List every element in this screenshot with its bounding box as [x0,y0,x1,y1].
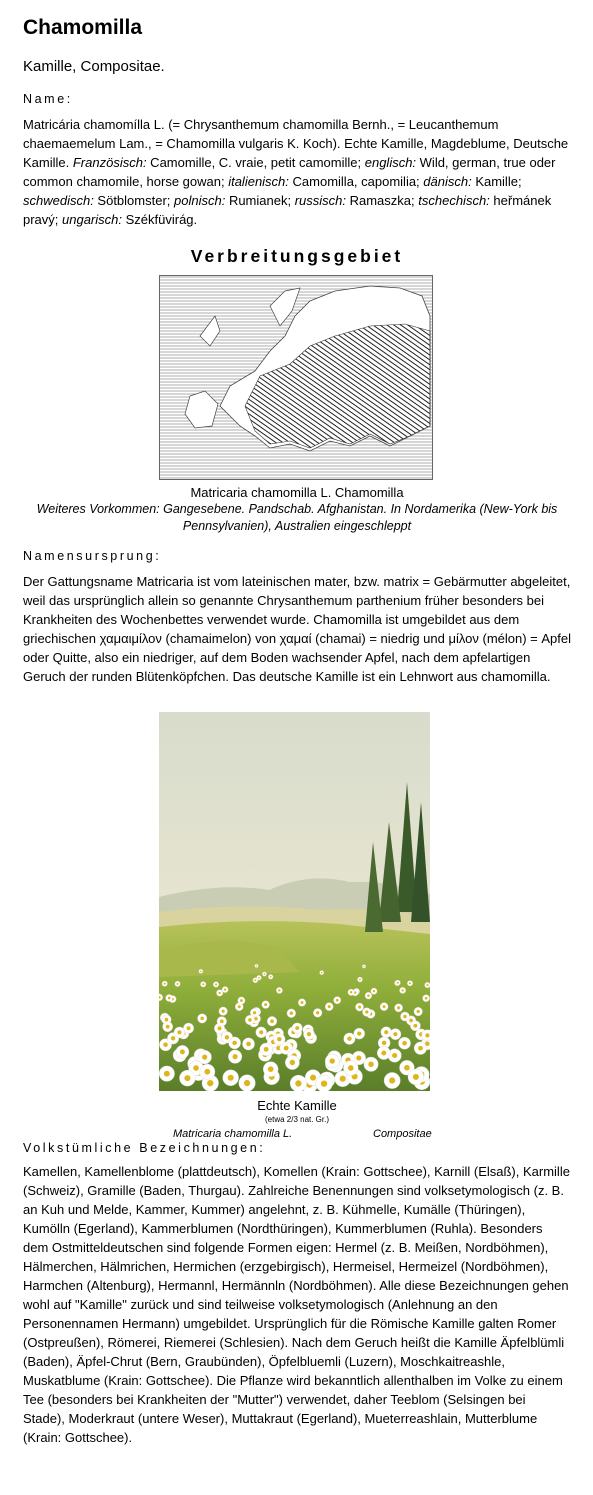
europe-map-graphic [160,276,432,479]
name-paragraph [23,115,571,229]
name-segment: polnisch: [174,193,226,208]
name-segment: Französisch: [72,155,147,170]
name-segment: Kamille; [471,174,522,189]
plate-species: Matricaria chamomilla L. [173,1128,293,1140]
name-segment: englisch: [364,155,417,170]
name-segment: Sötblomster; [93,193,175,208]
folk-names-heading: Volkstümliche Bezeichnungen: [23,1141,266,1155]
name-segment: Wild, german, true oder common chamomile, horse gowan; [23,155,556,189]
name-segment: italienisch: [228,174,289,189]
name-segment: russisch: [294,193,346,208]
plate-family: Compositae [373,1128,432,1140]
chamomile-plate-illustration [159,712,430,1091]
origin-paragraph: Der Gattungsname Matricaria ist vom lateinischen mater, bzw. matrix = Gebärmutter abgeleitet, weil das ursprünglich allein so genannte Chrysanthemum parthenium früher besonders bei Krankheiten des Wochenbettes verwendet wurde. Chamomilla ist umgebildet aus dem griechischen χαμαιμίλον (chamaimelon) von χαμαί (chamai) = niedrig und μίλον (mélon) = Apfel oder Quitte, also ein niedriger, auf dem Boden wachsender Apfel, nach dem apfelartigen Geruch der runden Blütenköpfchen. Das deutsche Kamille ist ein Lehnwort aus chamomilla. [23,574,572,684]
name-segment: ungarisch: [62,212,122,227]
name-segment: Székfüvirág. [122,212,198,227]
name-segment: Ramaszka; [346,193,419,208]
folk-names-paragraph: Kamellen, Kamellenblome (plattdeutsch), Komellen (Krain: Gottschee), Karnill (Elsaß), Karmille (Schweiz), Gramille (Baden, Thurgau). Zahlreiche Benennungen sind volksetymologisch (z. B. an Kuh und Melde, Kammer, Kummer) angelehnt, z. B. Kühmelle, Kumälle (Thüringen), Kumölln (Egerland), Kammerblumen (Nordthüringen), Kummerblumen (Ruhla). Besonders dem Ostmitteldeutschen sind folgende Formen eigen: Hermel (z. B. Meißen, Nordböhmen), Hälmerchen, Hälmrichen, Hermichen (erzgebirgisch), Hermeisel, Hermeizel (Nordböhmen), Harmchen (Altenburg), Hermannl, Hermännln (Nordböhmen). Alle diese Bezeichnungen gehen wohl auf "Kamille" zurück und sind teilweise volksetymologisch (Anlehnung an den Personennamen Hermann) umgebildet. Ursprünglich für die Römische Kamille galten Romer (Ostpreußen), Römerei, Riemerei (Schlesien). Nach dem Geruch heißt die Kamille Äpfelblümli (Baden), Äpfel-Chrut (Bern, Graubünden), Öpfelbluemli (Luzern), Moschkaitreashle, Muskatblume (Krain: Gottschee). Die Pflanze wird bekanntlich allenthalben im Volke zu einem Tee (besonders bei Krankheiten der "Mutter") verwendet, daher Teeblom (Selsingen bei Stade), Moderkraut (untere Weser), Muttakraut (Egerland), Mueterreashlain, Mutterblume (Krain: Gottschee). [23,1164,570,1445]
name-segment: schwedisch: [23,193,94,208]
name-segment: Matricária chamomílla L. (= Chrysanthemum chamomilla Bernh., = Leucanthemum chaemaemelum Lam., = Chamomilla vulgaris K. Koch). Echte Kamille, Magdeblume, Deutsche Kamille. [23,117,569,170]
origin-heading: Namensursprung: [23,549,162,563]
name-segment: Rumianek; [225,193,295,208]
plate-scale: (etwa 2/3 nat. Gr.) [264,1115,330,1124]
meadow-painting [159,712,430,1091]
distribution-heading: Verbreitungsgebiet [190,246,404,266]
map-note: Weiteres Vorkommen: Gangesebene. Pandschab. Afghanistan. In Nordamerika (New-York bis Pennsylvanien), Australien eingeschleppt [36,502,558,533]
name-heading: Name: [23,92,73,106]
name-segment: tschechisch: [418,193,490,208]
page-title: Chamomilla [23,16,143,39]
name-segment: Camomilla, capomilia; [288,174,424,189]
page-subtitle: Kamille, Compositae. [23,58,165,75]
name-segment: heřmánek pravý; [23,193,552,227]
distribution-map [159,275,433,480]
plate-title: Echte Kamille [257,1098,337,1113]
name-segment: dänisch: [423,174,472,189]
map-caption: Matricaria chamomilla L. Chamomilla [190,485,404,500]
name-segment: Camomille, C. vraie, petit camomille; [146,155,365,170]
